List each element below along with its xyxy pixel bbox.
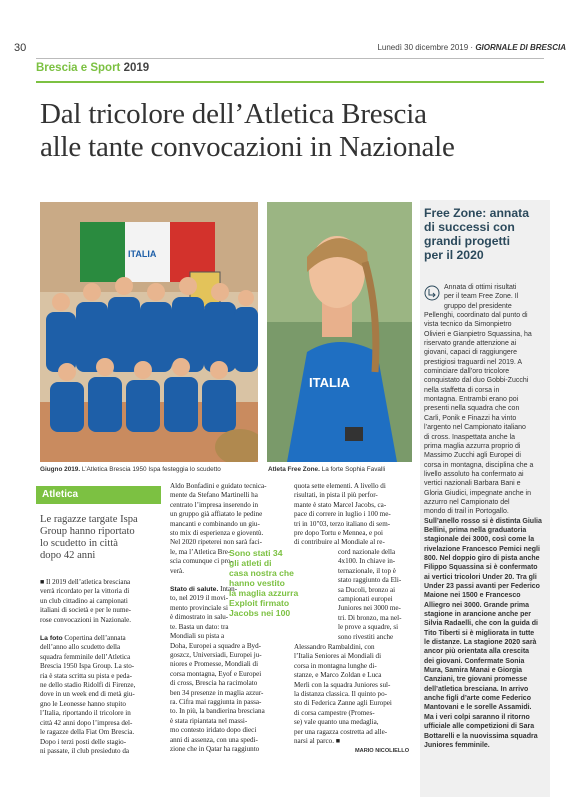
text-line: vertici nazionali Barbara Bani e — [424, 480, 521, 488]
category-label: Atletica — [42, 489, 79, 500]
text-line: Juniores nei 3000 me- — [338, 604, 401, 613]
text-line: centrato l’impresa inserendo in — [170, 500, 259, 509]
text-line: città 42 anni dopo l’impresa del- — [40, 718, 133, 727]
text-line: stato raggiunto da Eli- — [338, 576, 402, 585]
sidebar-title-line: Free Zone: annata — [424, 206, 529, 220]
text-line: vista tecnico da Simonpietro — [424, 321, 512, 329]
article-column-3-right — [338, 548, 414, 642]
text-line: Sull’anello rosso si è distinta Giulia — [424, 517, 542, 525]
text-line: dove in un week end di metà giu- — [40, 690, 135, 699]
text-line: un gruppo già affiatato le pedine — [170, 510, 263, 519]
text-line: gruppo del presidente — [444, 302, 512, 310]
text-line: ai vertici tricolori Under 20. Tra gli — [424, 573, 537, 581]
text-line: anni di assenza, con una spedi- — [170, 735, 258, 744]
text-line: Olivieri e Gianpietro Squassina, ha — [424, 330, 532, 338]
athlete-photo-caption — [268, 466, 418, 473]
text-line: ni passate, il club presieduto da — [40, 746, 130, 755]
text-line: le ragazze della Fiat Om Brescia. — [40, 728, 135, 737]
text-line: ben 34 presenze in maglia azzur- — [170, 688, 264, 697]
text-line: livello assoluto ha confermato ai — [424, 470, 524, 478]
text-line: prestigiosi traguardi nel 2019. A — [424, 358, 523, 366]
section-rule — [36, 81, 544, 83]
text-line: Aldo Bonfadini e guidato tecnica- — [170, 482, 267, 490]
category-banner — [36, 486, 161, 504]
text-line: Carli, Ponik e Finazzi ha vinto — [424, 414, 517, 422]
text-line: se) vale quanto una medaglia, — [294, 718, 379, 727]
publication-name: GIORNALE DI BRESCIA — [475, 43, 566, 52]
text-line: ra. Cifra mai raggiunta in passa- — [170, 697, 262, 706]
text-line: risultati, in pista il più perfor- — [294, 491, 378, 500]
article-column-3-top — [294, 482, 414, 548]
text-line: mente da Stefano Martinelli ha — [170, 491, 258, 500]
sidebar-title — [424, 206, 549, 262]
athlete-photo — [267, 202, 412, 462]
text-line: cord nazionale della — [338, 548, 396, 556]
text-line: ufficiale alle competizioni di Sara — [424, 723, 535, 731]
text-line: mo contesto iridato dopo dieci — [170, 726, 257, 735]
text-line: Silvia Radaelli, che con la guida di — [424, 620, 538, 628]
text-line: Dopo i terzi posti delle stagio- — [40, 737, 127, 746]
text-line: Bottarelli e la nuovissima squadra — [424, 732, 538, 740]
athlete-photo-illustration — [267, 202, 412, 462]
text-line: presenti nella squadra che con — [424, 405, 520, 413]
athlete-caption-text: La forte Sophia Favalli — [319, 466, 386, 473]
text-line: verà. — [170, 566, 184, 575]
text-line: Under 23 passi avanti per Federico — [424, 583, 540, 590]
text-line: cominciare dall’oro tricolore — [424, 368, 510, 376]
text-line: è dimostrato in salu- — [170, 613, 229, 622]
text-line: mancanti e combinando un giu- — [170, 519, 260, 528]
pull-quote-line: Exploit firmato — [229, 598, 290, 608]
text-line — [40, 625, 165, 634]
text-line: sto mix di esperienza e gioventù. — [170, 529, 264, 538]
text-line: montagna. Entrambi erano poi — [424, 396, 519, 404]
text-line: la distanza classica. Il quinto po- — [294, 690, 387, 699]
text-line: prima maglia azzurra proprio di — [424, 442, 521, 450]
text-line: l’argento nel Campionato italiano — [424, 424, 526, 432]
text-line: zione che in Qatar ha raggiunto — [170, 744, 260, 753]
text-line: un club cittadino ai campionati — [40, 596, 128, 605]
text-line: Mura, Samira Manai e Giorgia — [424, 667, 523, 675]
subtitle-line: lo scudetto in città — [40, 538, 118, 549]
article-column-1 — [40, 578, 165, 756]
text-line: pre dopo Tortu e Mennea, e poi — [294, 529, 384, 538]
text-line: l’Italia Seniores ai Mondiali di — [294, 652, 382, 661]
issue-date: Lunedì 30 dicembre 2019 — [377, 43, 469, 52]
text-line: riservato grande attenzione ai — [424, 340, 517, 348]
team-caption-label: Giugno 2019. — [40, 466, 81, 473]
text-line: Massimo Zucchi agli Europei di — [424, 452, 521, 460]
pull-quote-line: Sono stati 34 — [229, 548, 283, 558]
article-column-2 — [170, 482, 288, 754]
text-line: azzurro nel Campionato del — [424, 498, 510, 506]
text-line: 800. Nel doppio giro di pista anche — [424, 554, 540, 562]
text-line: giovani, capaci di raggiungere — [424, 349, 518, 357]
pull-quote — [229, 548, 319, 618]
text-line: Annata di ottimi risultati — [444, 284, 517, 291]
text-line: per il team Free Zone. Il — [444, 293, 519, 301]
text-line: le distanze. La stagione 2020 sarà — [424, 639, 537, 647]
text-line: stanze, e Marco Zoldan e Luca — [294, 671, 382, 680]
text-line: to. In più, la bandierina bresciana — [170, 707, 265, 716]
section-title — [36, 62, 149, 74]
text-line: quota sette elementi. A livello di — [294, 482, 386, 490]
team-photo-caption — [40, 466, 260, 473]
text-line: Merli con la squadra Juniores sul- — [294, 680, 391, 689]
text-line: mante è stato Marcel Jacobs, ca- — [294, 500, 387, 509]
text-line: italiani di società e per le nume- — [40, 606, 131, 615]
text-line: corsa montagna, Eyof e Europei — [170, 669, 262, 678]
text-line: sono rivestiti anche — [338, 632, 394, 641]
text-line: corsa in montagna lunghe di- — [294, 661, 377, 670]
text-line: dell’anno allo scudetto della — [40, 643, 121, 652]
text-line: Brescia 1950 Ispa Group. La sto- — [40, 662, 135, 671]
text-line: Nel 2020 ripeterei non sarà faci- — [170, 538, 262, 547]
subtitle-line: dopo 42 anni — [40, 550, 96, 561]
text-line: ternazionale, il top è — [338, 566, 396, 575]
text-line: l’Italia, riportando il tricolore in — [40, 709, 131, 718]
text-line: ne dello stadio Ridolfi di Firenze, — [40, 681, 136, 690]
text-line: per una ragazza costretta ad alle- — [294, 727, 388, 736]
page-number: 30 — [14, 42, 27, 54]
text-line: mondo di trail in Portogallo. — [424, 508, 509, 516]
text-line: Mondiali su pista a — [170, 632, 225, 641]
section-name: Brescia e Sport — [36, 62, 121, 74]
header-rule — [36, 58, 544, 59]
text-line: Maione nei 1500 e Francesco — [424, 592, 521, 600]
flag-text: ITALIA — [128, 249, 157, 259]
pull-quote-line: gli atleti di — [229, 558, 272, 568]
sidebar-title-line: per il 2020 — [424, 248, 484, 262]
text-line: Filippo Squassina si è confermato — [424, 564, 538, 572]
text-line: Mantovani e le sorelle Assamidi. — [424, 704, 532, 712]
team-photo — [40, 202, 258, 462]
dateline — [377, 43, 566, 52]
text-line: Stato di salute. Intan- — [170, 585, 238, 594]
text-line: di cross. Inaspettata anche la — [424, 433, 516, 441]
text-line: campionati europei — [338, 595, 393, 604]
text-line: Alliegro nei 3000. Grande prima — [424, 601, 530, 609]
text-line: Bellini, prima nella graduatoria — [424, 526, 527, 534]
text-line: te. Basta un dato: tra — [170, 622, 229, 631]
text-line: verrà ricordato per la vittoria di — [40, 587, 130, 596]
sidebar-title-line: di successi con — [424, 220, 515, 234]
text-line: anche figli d’arte come Federico — [424, 695, 531, 703]
text-line: Juniores femminile. — [424, 741, 490, 749]
headline-line-2: alle tante convocazioni in Nazionale — [40, 131, 455, 163]
headline-line-1: Dal tricolore dell’Atletica Brescia — [40, 98, 427, 130]
text-line: Alessandro Rambaldini, con — [294, 643, 375, 651]
text-line: rivelazione Francesco Pemici negli — [424, 545, 540, 553]
subtitle-line: Group hanno riportato — [40, 526, 135, 537]
text-line: pace di correre in luglio i 100 me- — [294, 510, 391, 519]
text-line: gno le Leonesse hanno stupito — [40, 699, 126, 708]
text-line: di cross, Brescia ha racimolato — [170, 679, 258, 688]
subtitle-line: Le ragazze targate Ispa — [40, 514, 138, 525]
text-line: to, nel 2019 il movi- — [170, 594, 229, 603]
text-line: stagionale dei 3000, così come la — [424, 536, 535, 544]
sidebar-body — [424, 283, 550, 750]
text-line: di contribuire al Mondiale al re- — [294, 538, 385, 547]
text-line: Doha, Europei a squadre a Byd- — [170, 641, 262, 650]
text-line: stagione in arancione anche per — [424, 611, 531, 619]
team-photo-illustration — [40, 202, 258, 462]
text-line: narsi al parco. ■ — [294, 737, 341, 746]
athlete-caption-label: Atleta Free Zone. — [268, 466, 320, 473]
text-line: La foto Copertina dell’annata — [40, 634, 126, 643]
text-line: mento provinciale si — [170, 603, 228, 612]
text-line: sto di Federica Zanne agli Europei — [294, 699, 392, 708]
pull-quote-line: Jacobs nei 100 — [229, 608, 291, 618]
text-line: conquistato dal duo Gobbi-Zucchi — [424, 377, 529, 385]
jersey-text: ITALIA — [309, 375, 350, 390]
text-line: è stata ripiantata nel massi- — [170, 716, 248, 725]
article-subtitle — [40, 514, 165, 562]
text-line: scia comunque ci pro- — [170, 557, 233, 566]
pull-quote-line: la maglia azzurra — [229, 588, 299, 598]
text-line: nella staffetta di corsa in — [424, 386, 500, 394]
text-line: dei giovani. Confermate Sonia — [424, 657, 525, 665]
dateline-separator: · — [470, 43, 474, 52]
text-line: le prove a squadre, si — [338, 623, 399, 632]
text-line: Gloria Giudici, impegnate anche in — [424, 489, 532, 497]
text-line: squadra femminile dell’Atletica — [40, 652, 131, 661]
headline — [40, 98, 540, 164]
text-line: rose convocazioni in Nazionale. — [40, 615, 131, 624]
pull-quote-line: casa nostra che — [229, 568, 294, 578]
text-line: corsa in montagna, disciplina che a — [424, 461, 534, 469]
text-line: Canziani, tre giovani promesse — [424, 676, 528, 684]
text-line: ■ Il 2019 dell’atletica bresciana — [40, 578, 131, 586]
byline: MARIO NICOLIELLO — [355, 748, 410, 754]
text-line: 4x100. In chiave in- — [338, 557, 396, 566]
pull-quote-line: hanno vestito — [229, 578, 285, 588]
text-line: niores e Promesse, Mondiali di — [170, 660, 259, 669]
text-line: tri in 10"03, terzo italiano di sem- — [294, 519, 391, 528]
team-caption-text: L’Atletica Brescia 1950 Ispa festeggia lo scudetto — [80, 466, 221, 473]
text-line: dell’atletica bresciana. In arrivo — [424, 685, 529, 693]
text-line: di corsa campestre (Promes- — [294, 708, 375, 717]
text-line: ria è stata scritta su pista e peda- — [40, 671, 132, 680]
sidebar-title-line: grandi progetti — [424, 234, 510, 248]
text-line: sa Ducoli, bronzo ai — [338, 585, 396, 594]
text-line: goszcz, Universiadi, Europei ju- — [170, 650, 262, 659]
text-line: Ma i veri colpi saranno il ritorno — [424, 713, 530, 721]
section-year: 2019 — [123, 62, 150, 74]
text-line: Tito Tiberti si è migliorata in tutte — [424, 629, 535, 637]
text-line: Pellenghi, coordinato dal punto di — [424, 312, 528, 320]
article-column-3-bottom — [294, 643, 414, 746]
text-line: ancor più orientata alla crescita — [424, 648, 530, 656]
text-line: tri. Di bronzo, ma nel- — [338, 613, 402, 622]
text-line: le, ma l’Atletica Bre- — [170, 547, 231, 556]
